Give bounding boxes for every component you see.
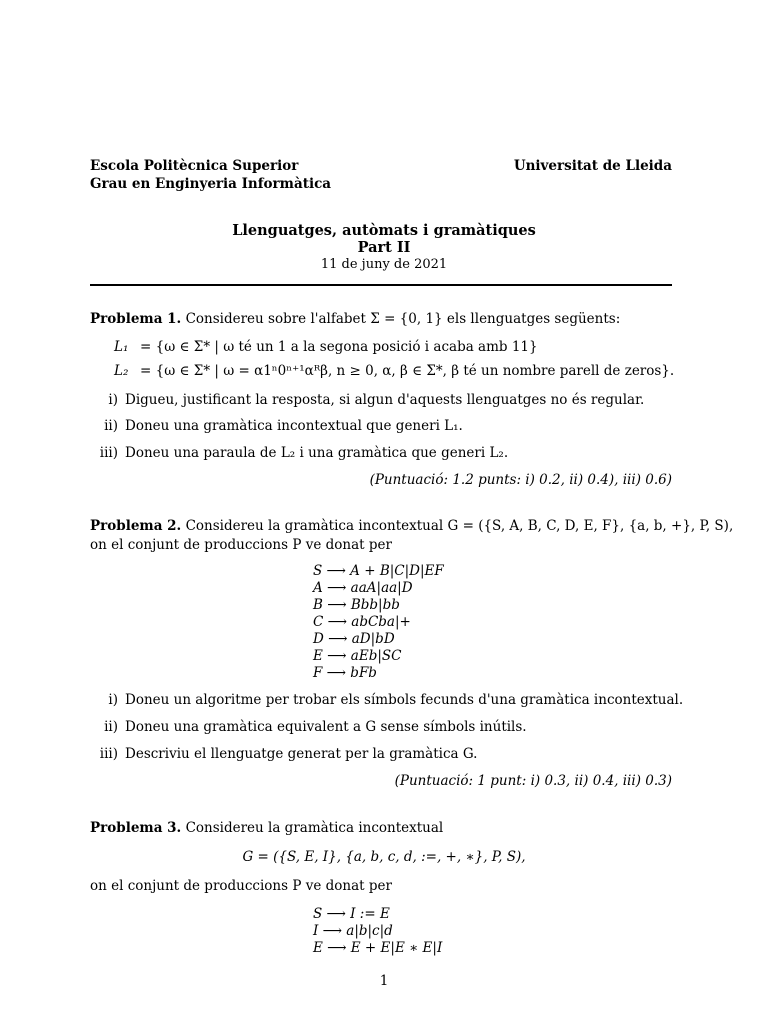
l2-name: L₂ <box>114 363 129 379</box>
problem3-grammar: G = ({S, E, I}, {a, b, c, d, :=, +, ∗}, P, S), <box>242 849 526 865</box>
exam-date: 11 de juny de 2021 <box>320 257 448 272</box>
problem3-intro2: on el conjunt de produccions P ve donat per <box>90 878 392 894</box>
p2-q1-text: Doneu un algoritme per trobar els símbols fecunds d'una gramàtica incontextual. <box>125 692 684 708</box>
p2-q2-num: ii) <box>104 719 118 735</box>
p1-q2-text: Doneu una gramàtica incontextual que generi L₁. <box>125 418 463 434</box>
p2-production: C ⟶ abCba|+ <box>313 614 411 630</box>
problem3-heading <box>90 820 443 836</box>
problem2-heading <box>90 518 733 534</box>
problem2-label: Problema 2. <box>90 518 182 534</box>
l2-definition: = {ω ∈ Σ* | ω = α1ⁿ0ⁿ⁺¹αᴿβ, n ≥ 0, α, β ∈ Σ*, β té un nombre parell de zeros}. <box>140 363 675 379</box>
university-name: Universitat de Lleida <box>513 158 672 174</box>
course-title: Llenguatges, autòmats i gramàtiques <box>232 222 536 239</box>
p2-q3-num: iii) <box>99 746 118 762</box>
school-name: Escola Politècnica Superior <box>90 158 299 174</box>
p3-production: E ⟶ E + E|E ∗ E|I <box>313 940 443 956</box>
problem1-heading <box>90 311 620 327</box>
problem1-label: Problema 1. <box>90 311 182 327</box>
problem2-intro: Considereu la gramàtica incontextual G = ({S, A, B, C, D, E, F}, {a, b, +}, P, S), <box>185 518 734 534</box>
p2-production: B ⟶ Bbb|bb <box>313 597 400 613</box>
title-rule <box>90 284 672 286</box>
p2-production: E ⟶ aEb|SC <box>313 648 402 664</box>
l1-name: L₁ <box>114 339 129 355</box>
p2-q1-num: i) <box>108 692 118 708</box>
page-number: 1 <box>379 973 389 989</box>
problem1-score: (Puntuació: 1.2 punts: i) 0.2, ii) 0.4), iii) 0.6) <box>369 472 672 488</box>
p2-production: A ⟶ aaA|aa|D <box>313 580 413 596</box>
part-title: Part II <box>357 239 411 256</box>
l1-definition: = {ω ∈ Σ* | ω té un 1 a la segona posició i acaba amb 11} <box>140 339 538 355</box>
problem3-intro: Considereu la gramàtica incontextual <box>185 820 444 836</box>
p2-q3-text: Descriviu el llenguatge generat per la gramàtica G. <box>125 746 478 762</box>
p1-q1-text: Digueu, justificant la resposta, si algun d'aquests llenguatges no és regular. <box>125 392 645 408</box>
p3-production: I ⟶ a|b|c|d <box>313 923 393 939</box>
p2-production: S ⟶ A + B|C|D|EF <box>313 563 444 579</box>
p1-q1-num: i) <box>108 392 118 408</box>
problem2-score: (Puntuació: 1 punt: i) 0.3, ii) 0.4, iii) 0.3) <box>394 773 672 789</box>
p2-q2-text: Doneu una gramàtica equivalent a G sense símbols inútils. <box>125 719 527 735</box>
p2-production: F ⟶ bFb <box>313 665 377 681</box>
p1-q3-num: iii) <box>99 445 118 461</box>
problem3-label: Problema 3. <box>90 820 182 836</box>
p2-production: D ⟶ aD|bD <box>313 631 395 647</box>
p1-q3-text: Doneu una paraula de L₂ i una gramàtica que generi L₂. <box>125 445 509 461</box>
p3-production: S ⟶ I := E <box>313 906 390 922</box>
p1-q2-num: ii) <box>104 418 118 434</box>
degree-name: Grau en Enginyeria Informàtica <box>90 176 332 192</box>
problem1-intro: Considereu sobre l'alfabet Σ = {0, 1} els llenguatges següents: <box>185 311 621 327</box>
problem2-intro2: on el conjunt de produccions P ve donat per <box>90 537 392 553</box>
